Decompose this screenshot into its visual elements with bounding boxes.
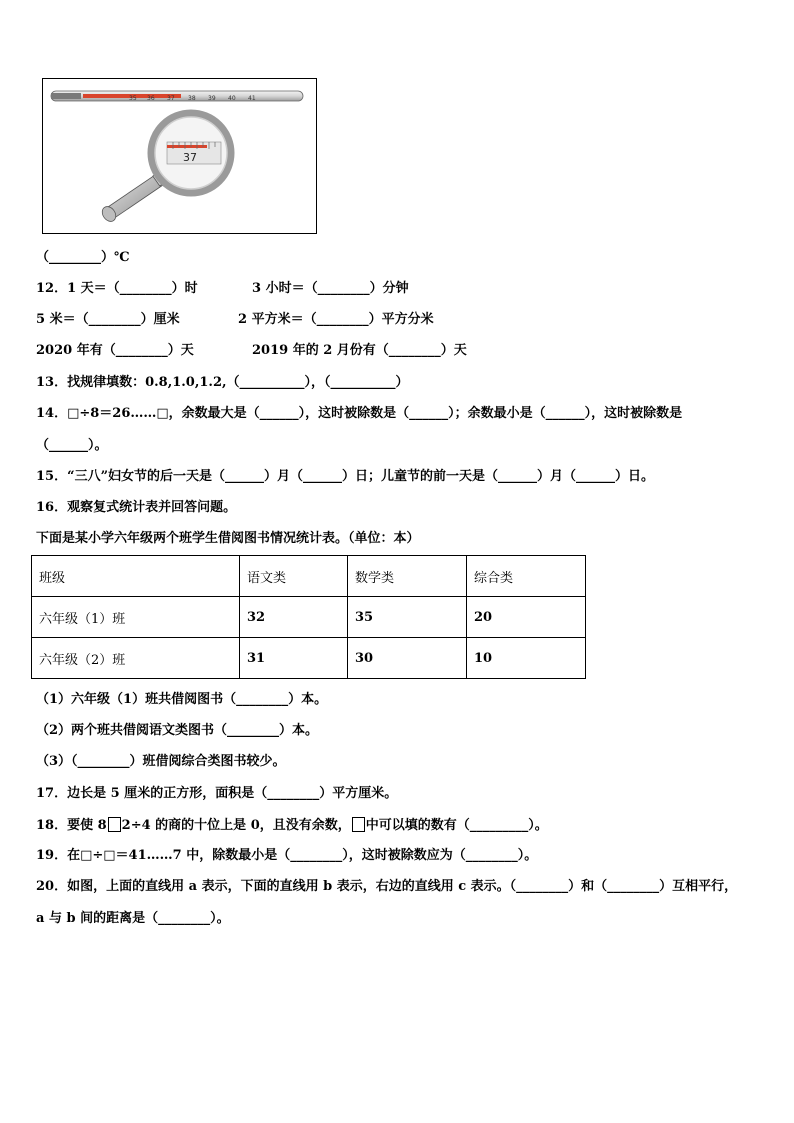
q14-line2: （______）。	[36, 438, 108, 453]
scale-label: 41	[248, 95, 256, 102]
scale-label: 38	[188, 95, 196, 102]
table-header-row	[32, 556, 586, 597]
table-row	[32, 638, 586, 679]
table-cell: 20	[467, 597, 586, 638]
table-cell: 六年级（2）班	[32, 638, 240, 679]
q20-line2: a 与 b 间的距离是（________）。	[36, 911, 230, 926]
scale-label: 37	[167, 95, 175, 102]
q19-text: 19．在□÷□＝41……7 中，除数最小是（________），这时被除数应为（________）。	[36, 848, 538, 863]
table-cell: 六年级（1）班	[32, 597, 240, 638]
q15-text: 15．“三八”妇女节的后一天是（______）月（______）日；儿童节的前一天是（______）月（______）日。	[36, 469, 655, 484]
q12-line2-a: 5 米＝（________）厘米	[36, 312, 180, 327]
table-cell: 10	[467, 638, 586, 679]
q13-text: 13．找规律填数：0.8,1.0,1.2,（__________），（__________）	[36, 375, 409, 390]
q18-prefix: 18．要使 8	[36, 818, 107, 833]
q18-middle: 2÷4 的商的十位上是 0，且没有余数，	[121, 818, 351, 833]
table-header-cell: 班级	[32, 556, 240, 597]
q16-sub2: （2）两个班共借阅语文类图书（________）本。	[36, 723, 319, 738]
thermometer-figure	[42, 78, 317, 234]
q16-sub3: （3）（________）班借阅综合类图书较少。	[36, 754, 286, 769]
blank-box	[108, 817, 121, 832]
scale-label: 35	[129, 95, 137, 102]
table-header-cell: 语文类	[240, 556, 348, 597]
table-cell: 31	[240, 638, 348, 679]
q12-line2-b: 2 平方米＝（________）平方分米	[238, 312, 434, 327]
table-header-cell: 综合类	[467, 556, 586, 597]
q18-suffix: 中可以填的数有（_________）。	[365, 818, 548, 833]
q12-line1-b: 3 小时＝（________）分钟	[252, 281, 409, 296]
scale-label: 40	[228, 95, 236, 102]
q14-line1: 14．□÷8＝26……□，余数最大是（______），这时被除数是（______）；余数最小是（______），这时被除数是	[36, 406, 683, 421]
q12-line3-a: 2020 年有（________）天	[36, 343, 194, 358]
blank-box	[352, 817, 365, 832]
table-cell: 35	[348, 597, 467, 638]
q11-answer: （________）℃	[36, 250, 130, 265]
table-cell: 30	[348, 638, 467, 679]
thermometer-illustration	[43, 79, 318, 235]
q16-title: 16．观察复式统计表并回答问题。	[36, 500, 237, 515]
q12-line1-a: 12．1 天＝（________）时	[36, 281, 198, 296]
scale-label: 36	[147, 95, 155, 102]
q17-text: 17．边长是 5 厘米的正方形，面积是（________）平方厘米。	[36, 786, 398, 801]
table-cell: 32	[240, 597, 348, 638]
q12-line3-b: 2019 年的 2 月份有（________）天	[252, 343, 467, 358]
magnified-reading: 37	[183, 151, 197, 164]
scale-label: 39	[208, 95, 216, 102]
q16-sub1: （1）六年级（1）班共借阅图书（________）本。	[36, 692, 328, 707]
stats-table	[31, 555, 586, 679]
q16-caption: 下面是某小学六年级两个班学生借阅图书情况统计表。（单位：本）	[36, 531, 420, 546]
q20-line1: 20．如图，上面的直线用 a 表示，下面的直线用 b 表示，右边的直线用 c 表示。（________）和（________）互相平行，	[36, 879, 738, 894]
magnifier-icon	[99, 113, 231, 224]
q18-text	[36, 817, 548, 834]
table-header-cell: 数学类	[348, 556, 467, 597]
table-row	[32, 597, 586, 638]
